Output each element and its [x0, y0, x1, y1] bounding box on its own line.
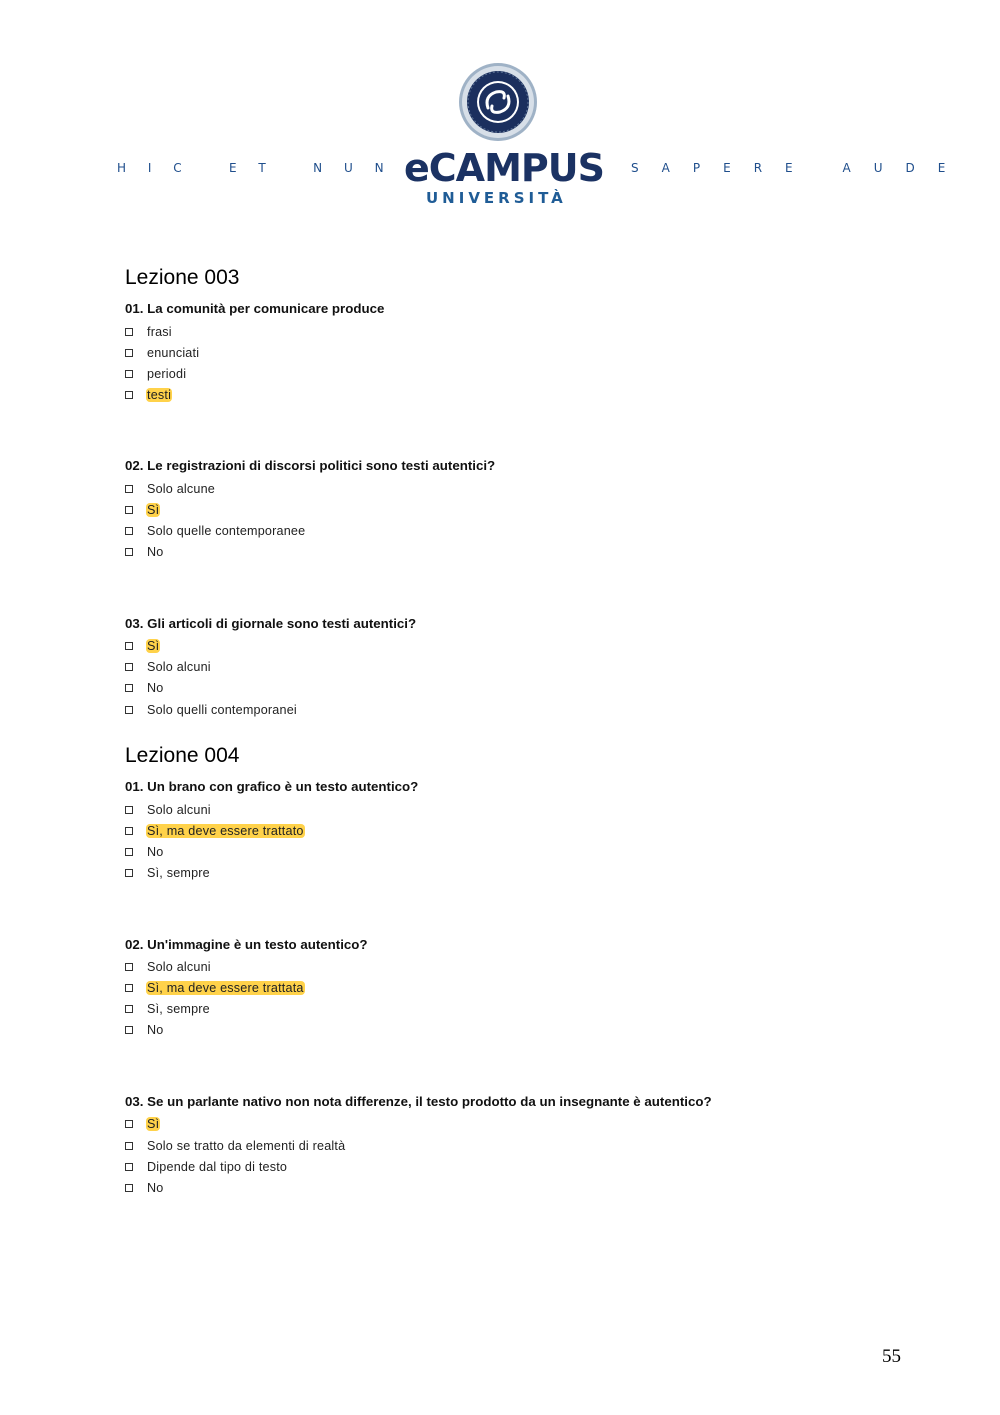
option-label: Solo se tratto da elementi di realtà — [147, 1138, 346, 1153]
quiz-content — [125, 262, 905, 1250]
option-label: Solo quelli contemporanei — [147, 702, 297, 717]
answer-option[interactable] — [125, 957, 905, 978]
motto-left: H I C E T N U N C — [117, 161, 423, 175]
option-label: No — [147, 1180, 164, 1195]
question-text: 01. Un brano con grafico è un testo autentico? — [125, 779, 419, 795]
question-text: 03. Se un parlante nativo non nota differenze, il testo prodotto da un insegnante è autentico? — [125, 1093, 712, 1109]
answer-options — [125, 478, 905, 562]
answer-option[interactable] — [125, 521, 905, 542]
answer-option[interactable] — [125, 841, 905, 862]
option-label: Sì, sempre — [147, 865, 210, 880]
option-label-correct: testi — [147, 387, 172, 402]
option-label: Solo alcune — [147, 481, 216, 496]
question-block — [125, 300, 905, 405]
answer-option[interactable] — [125, 1114, 905, 1135]
answer-option[interactable] — [125, 799, 905, 820]
answer-option[interactable] — [125, 678, 905, 699]
option-label: periodi — [147, 366, 187, 381]
option-label-correct: Sì, ma deve essere trattata — [147, 981, 304, 996]
checkbox-icon[interactable] — [125, 527, 133, 535]
option-label: No — [147, 545, 164, 560]
answer-option[interactable] — [125, 999, 905, 1020]
checkbox-icon[interactable] — [125, 370, 133, 378]
checkbox-icon[interactable] — [125, 328, 133, 336]
answer-option[interactable] — [125, 342, 905, 363]
checkbox-icon[interactable] — [125, 1005, 133, 1013]
option-label: Dipende dal tipo di testo — [147, 1159, 288, 1174]
answer-option[interactable] — [125, 384, 905, 405]
checkbox-icon[interactable] — [125, 1026, 133, 1034]
option-label: Solo alcuni — [147, 960, 211, 975]
checkbox-icon[interactable] — [125, 642, 133, 650]
question-block — [125, 936, 905, 1041]
answer-options — [125, 799, 905, 883]
checkbox-icon[interactable] — [125, 1142, 133, 1150]
checkbox-icon[interactable] — [125, 1184, 133, 1192]
checkbox-icon[interactable] — [125, 806, 133, 814]
question-block — [125, 1093, 905, 1198]
checkbox-icon[interactable] — [125, 349, 133, 357]
option-label: No — [147, 681, 164, 696]
answer-option[interactable] — [125, 321, 905, 342]
checkbox-icon[interactable] — [125, 1163, 133, 1171]
checkbox-icon[interactable] — [125, 869, 133, 877]
brand-wordmark: eCAMPUS — [404, 146, 604, 190]
checkbox-icon[interactable] — [125, 984, 133, 992]
checkbox-icon[interactable] — [125, 391, 133, 399]
question-text: 03. Gli articoli di giornale sono testi autentici? — [125, 615, 417, 631]
question-text: 02. Le registrazioni di discorsi politici sono testi autentici? — [125, 458, 496, 474]
question-block — [125, 615, 905, 720]
option-label: frasi — [147, 324, 172, 339]
option-label: Solo quelle contemporanee — [147, 524, 306, 539]
option-label-correct: Sì — [147, 1117, 160, 1132]
answer-option[interactable] — [125, 542, 905, 563]
answer-option[interactable] — [125, 699, 905, 720]
page-number: 55 — [882, 1346, 901, 1367]
option-label: Solo alcuni — [147, 660, 211, 675]
brand-subtitle: UNIVERSITÀ — [426, 189, 567, 207]
checkbox-icon[interactable] — [125, 684, 133, 692]
answer-option[interactable] — [125, 1020, 905, 1041]
answer-option[interactable] — [125, 862, 905, 883]
motto-right: S A P E R E A U D E — [631, 161, 955, 175]
option-label: Sì, sempre — [147, 1002, 210, 1017]
answer-option[interactable] — [125, 978, 905, 999]
option-label: Solo alcuni — [147, 802, 211, 817]
option-label-correct: Sì, ma deve essere trattato — [147, 823, 304, 838]
answer-option[interactable] — [125, 657, 905, 678]
lesson-section — [125, 262, 905, 720]
answer-option[interactable] — [125, 1156, 905, 1177]
question-text: 01. La comunità per comunicare produce — [125, 301, 385, 316]
answer-option[interactable] — [125, 499, 905, 520]
answer-options — [125, 957, 905, 1041]
checkbox-icon[interactable] — [125, 663, 133, 671]
answer-options — [125, 1114, 905, 1198]
answer-options — [125, 636, 905, 720]
option-label: No — [147, 1023, 164, 1038]
question-block — [125, 778, 905, 883]
option-label-correct: Sì — [147, 639, 160, 654]
question-block — [125, 457, 905, 562]
lesson-title: Lezione 003 — [125, 266, 240, 289]
answer-option[interactable] — [125, 636, 905, 657]
answer-option[interactable] — [125, 1177, 905, 1198]
answer-option[interactable] — [125, 820, 905, 841]
answer-option[interactable] — [125, 1135, 905, 1156]
answer-option[interactable] — [125, 478, 905, 499]
checkbox-icon[interactable] — [125, 485, 133, 493]
checkbox-icon[interactable] — [125, 706, 133, 714]
checkbox-icon[interactable] — [125, 506, 133, 514]
lesson-section — [125, 740, 905, 1198]
question-text: 02. Un'immagine è un testo autentico? — [125, 936, 368, 952]
answer-option[interactable] — [125, 363, 905, 384]
option-label-correct: Sì — [147, 503, 160, 518]
option-label: No — [147, 844, 164, 859]
checkbox-icon[interactable] — [125, 1120, 133, 1128]
page-header — [0, 0, 1000, 230]
checkbox-icon[interactable] — [125, 963, 133, 971]
lesson-title: Lezione 004 — [125, 744, 240, 768]
checkbox-icon[interactable] — [125, 848, 133, 856]
answer-options — [125, 321, 905, 405]
option-label: enunciati — [147, 345, 200, 360]
checkbox-icon[interactable] — [125, 827, 133, 835]
university-seal-logo — [458, 62, 538, 142]
checkbox-icon[interactable] — [125, 548, 133, 556]
